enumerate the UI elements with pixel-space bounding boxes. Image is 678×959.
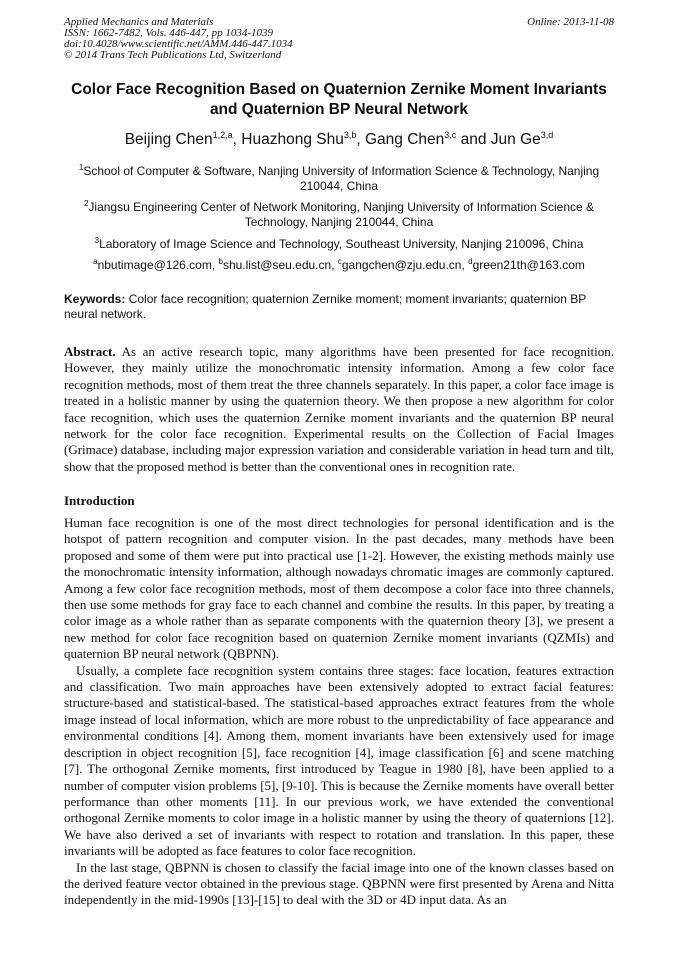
abstract-text: As an active research topic, many algorithms have been presented for face recognition. However, they mainly utilize the monochromatic intensity information. Among a few color face recognition methods, most of them treat the three channels separately. In this paper, a color face image is treated in a holistic manner by using the quaternion theory. We then propose a new algorithm for color face recognition, which uses the quaternion Zernike moment invariants and the quaternion BP neural network for the color face recognition. Experimental results on the Collection of Facial Images (Grimace) database, including major expression variation and considerable variation in head turn and tilt, show that the proposed method is better than the conventional ones in recognition rate. xyxy=(64,344,614,474)
title-line-2: and Quaternion BP Neural Network xyxy=(209,101,469,118)
doi-line: doi:10.4028/www.scientific.net/AMM.446-447.1034 xyxy=(64,38,293,50)
keywords-text: Color face recognition; quaternion Zernike moment; moment invariants; quaternion BP neural network. xyxy=(64,292,587,321)
email-mark: b xyxy=(218,257,223,266)
paragraph: Human face recognition is one of the most direct technologies for personal identification and is the hotspot of pattern recognition and computer vision. In the past decades, many methods have been proposed and some of them were put into practical use [1-2]. However, the existing methods mainly use the monochromatic intensity information, although nowadays chromatic images are commonly captured. Among a few color face recognition methods, most of them decompose a color face into three channels, then use some methods for gray face to each channel and combine the results. In this paper, by treating a color image as a whole rather than as separate components with the quaternion theory [3], we present a new method for color face recognition based on quaternion Zernike moment invariants (QZMIs) and quaternion BP neural network (QBPNN). xyxy=(64,515,614,662)
issn-line: ISSN: 1662-7482, Vols. 446-447, pp 1034-1039 xyxy=(64,27,273,39)
introduction-body xyxy=(64,515,614,909)
journal-header xyxy=(64,17,614,61)
affiliation-3 xyxy=(60,237,618,252)
online-date: Online: 2013-11-08 xyxy=(527,16,614,28)
author-name: Huazhong Shu xyxy=(241,131,344,148)
affiliation-number: 3 xyxy=(94,236,100,245)
keywords-section xyxy=(64,292,614,322)
author-separator: , xyxy=(232,131,242,148)
abstract-label: Abstract. xyxy=(64,344,116,359)
author-affiliation-mark: 1,2,a xyxy=(212,130,233,140)
author-name: Jun Ge xyxy=(490,131,541,148)
affiliation-1 xyxy=(60,164,618,194)
email-address: nbutimage@126.com xyxy=(97,258,212,272)
journal-name: Applied Mechanics and Materials xyxy=(64,16,214,28)
author-separator: and xyxy=(456,131,491,148)
affiliation-text: Jiangsu Engineering Center of Network Monitoring, Nanjing University of Information Science & Technology, Nanjing 210044, China xyxy=(88,200,595,229)
author-affiliation-mark: 3,c xyxy=(444,130,457,140)
author-name: Beijing Chen xyxy=(124,131,213,148)
author-separator: , xyxy=(356,131,365,148)
paragraph: Usually, a complete face recognition system contains three stages: face location, features extraction and classification. Two main approaches have been extensively adopted to extract facial features: structure-based and statistical-based. The statistical-based approaches extract features from the whole image instead of local information, which are more robust to the unpredictability of face appearance and environmental conditions [4]. Among them, moment invariants have been extensively used for image description in object recognition [5], face recognition [4], image classification [6] and scene matching [7]. The orthogonal Zernike moments, first introduced by Teague in 1980 [8], have been applied to a number of computer vision problems [5], [9-10]. This is because the Zernike moments have overall better performance than other moments [11]. In our previous work, we have extended the conventional orthogonal Zernike moments to color image in a holistic manner by using the theory of quaternions [12]. We have also derived a set of invariants with respect to rotation and translation. In this paper, these invariants will be adopted as face features to color face recognition. xyxy=(64,662,614,859)
email-list xyxy=(60,258,618,273)
email-mark: c xyxy=(337,257,342,266)
email-separator: , xyxy=(331,258,338,272)
author-affiliation-mark: 3,d xyxy=(540,130,554,140)
email-mark: a xyxy=(93,257,98,266)
affiliation-text: Laboratory of Image Science and Technology, Southeast University, Nanjing 210096, China xyxy=(99,237,584,251)
email-address: green21th@163.com xyxy=(472,258,585,272)
paper-title xyxy=(50,80,628,120)
affiliation-number: 1 xyxy=(78,163,84,172)
author-name: Gang Chen xyxy=(364,131,445,148)
email-separator: , xyxy=(211,258,219,272)
copyright-line: © 2014 Trans Tech Publications Ltd, Switzerland xyxy=(64,49,282,61)
section-heading-introduction: Introduction xyxy=(64,493,135,508)
paragraph: In the last stage, QBPNN is chosen to classify the facial image into one of the known classes based on the derived feature vector obtained in the previous stage. QBPNN were first presented by Arena and Nitta independently in the mid-1990s [13]-[15] to deal with the 3D or 4D input data. As an xyxy=(64,859,614,908)
affiliation-text: School of Computer & Software, Nanjing University of Information Science & Technology, Nanjing 210044, China xyxy=(83,164,600,193)
email-mark: d xyxy=(468,257,473,266)
author-list xyxy=(50,130,628,150)
author-affiliation-mark: 3,b xyxy=(343,130,357,140)
email-address: shu.list@seu.edu.cn xyxy=(222,258,332,272)
keywords-label: Keywords: xyxy=(64,292,126,306)
affiliation-2 xyxy=(60,200,618,230)
email-address: gangchen@zju.edu.cn xyxy=(341,258,462,272)
email-separator: , xyxy=(461,258,469,272)
title-line-1: Color Face Recognition Based on Quaternion Zernike Moment Invariants xyxy=(71,81,607,98)
affiliation-number: 2 xyxy=(83,199,89,208)
abstract-section xyxy=(64,344,614,475)
